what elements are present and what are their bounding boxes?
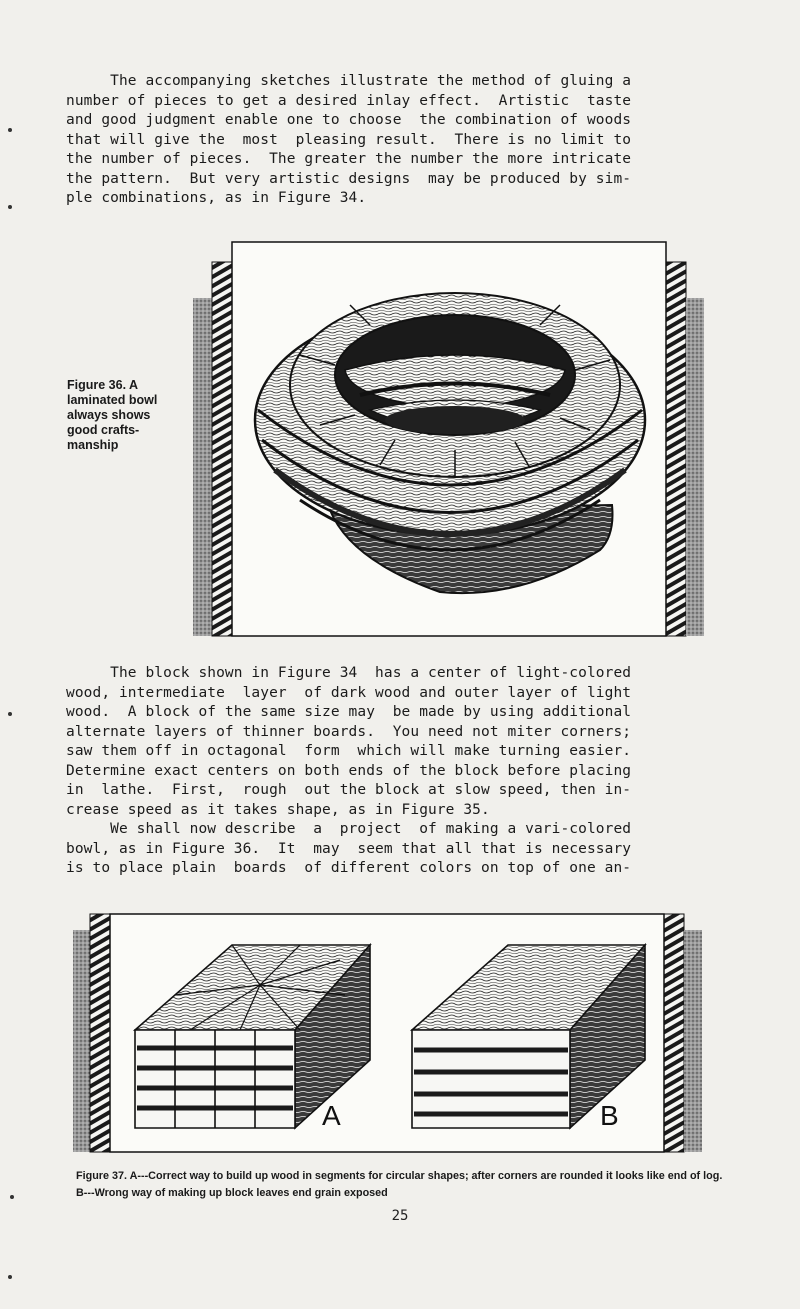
text-line: crease speed as it takes shape, as in Figure 35. (66, 801, 490, 818)
text-line: We shall now describe a project of making a vari-colored (66, 821, 632, 837)
text-line: Determine exact centers on both ends of the block before placing (66, 762, 632, 779)
label-a: A (322, 1100, 341, 1131)
text-line: is to place plain boards of different colors on top of one an- (66, 860, 632, 876)
text-line: saw them off in octagonal form which will make turning easier. (66, 743, 632, 759)
scan-speck (8, 712, 12, 716)
scan-speck (10, 1195, 14, 1199)
text-line: alternate layers of thinner boards. You need not miter corners; (66, 723, 632, 740)
text-line: ple combinations, as in Figure 34. (66, 190, 367, 206)
text-line: in lathe. First, rough out the block at slow speed, then in- (66, 782, 632, 798)
text-line: the number of pieces. The greater the number the more intricate (66, 151, 632, 167)
figure-37-caption: Figure 37. A---Correct way to build up wood in segments for circular shapes; after corners are rounded it looks like end of log. B---Wrong way of making up block leaves end grain exposed (76, 1170, 723, 1199)
text-line: The accompanying sketches illustrate the method of gluing a (66, 73, 632, 89)
scan-speck (8, 205, 12, 209)
text-line: and good judgment enable one to choose the combination of woods (66, 112, 632, 128)
label-b: B (600, 1100, 619, 1131)
text-line: wood, intermediate layer of dark wood and outer layer of light (66, 684, 632, 701)
text-line: the pattern. But very artistic designs may be produced by sim- (66, 170, 632, 187)
text-line: bowl, as in Figure 36. It may seem that all that is necessary (66, 840, 632, 857)
text-line: that will give the most pleasing result. There is no limit to (66, 131, 632, 148)
page-number: 25 (391, 1208, 409, 1224)
text-line: wood. A block of the same size may be made by using additional (66, 704, 632, 720)
text-line: number of pieces to get a desired inlay effect. Artistic taste (66, 92, 632, 109)
text-line: The block shown in Figure 34 has a center of light-colored (66, 665, 632, 681)
scan-speck (8, 1275, 12, 1279)
figure-36-caption: Figure 36. A laminated bowl always shows good crafts-manship (67, 378, 158, 452)
scan-speck (8, 128, 12, 132)
